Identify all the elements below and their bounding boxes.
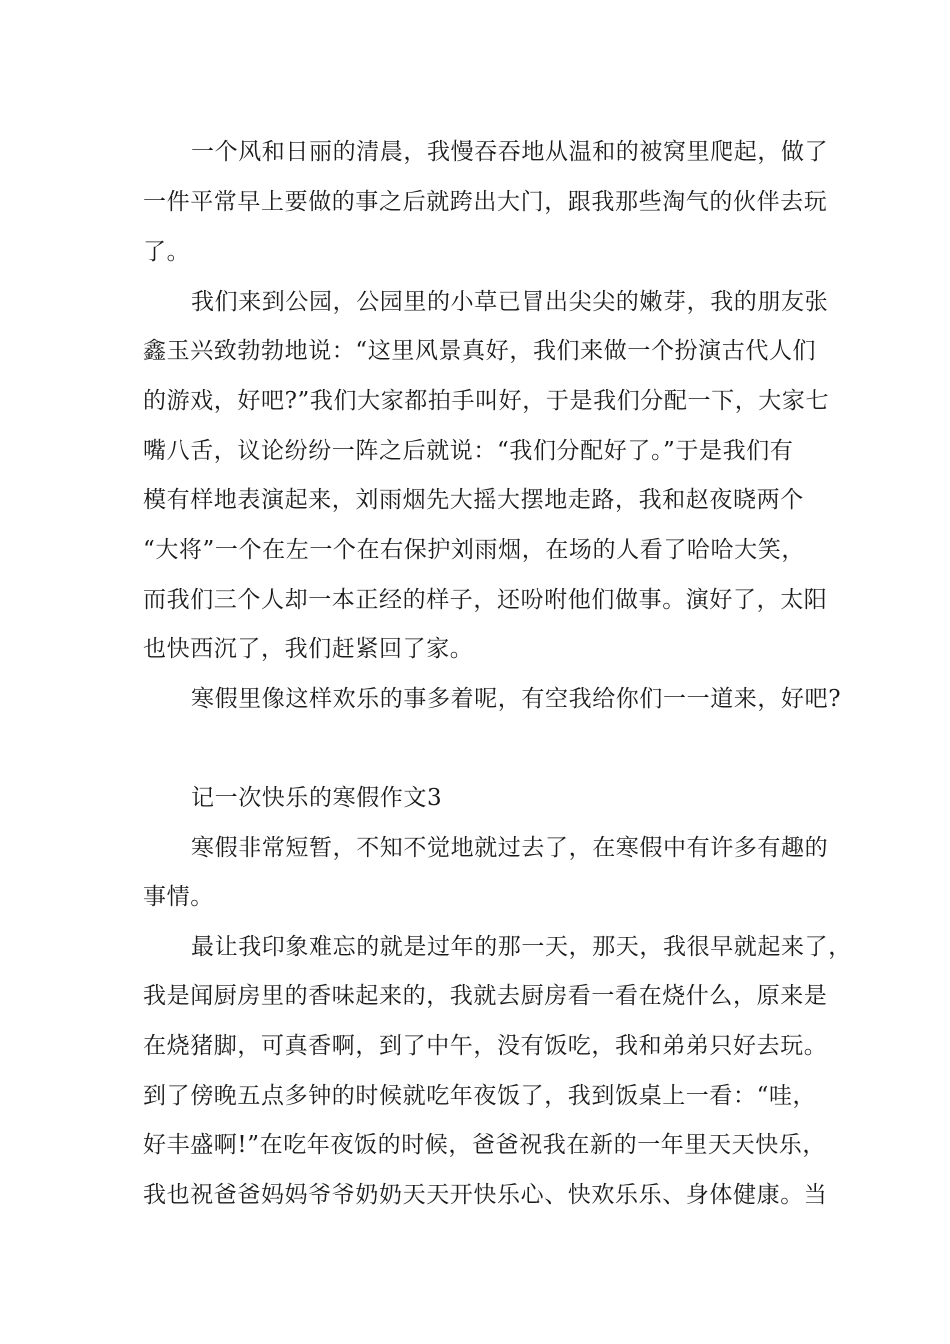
paragraph-2-line-5: 模有样地表演起来，刘雨烟先大摇大摆地走路，我和赵夜晓两个 [143, 487, 804, 513]
paragraph-5-line-1: 寒假非常短暂，不知不觉地就过去了，在寒假中有许多有趣的 [191, 835, 829, 861]
paragraph-1-line-3: 了。 [143, 239, 191, 265]
paragraph-2-line-2: 鑫玉兴致勃勃地说：“这里风景真好，我们来做一个扮演古代人们 [143, 338, 817, 364]
paragraph-6-line-4: 到了傍晚五点多钟的时候就吃年夜饭了，我到饭桌上一看：“哇， [143, 1083, 817, 1109]
paragraph-1-line-2: 一件平常早上要做的事之后就跨出大门，跟我那些淘气的伙伴去玩 [143, 189, 828, 215]
paragraph-2-line-4: 嘴八舌，议论纷纷一阵之后就说：“我们分配好了。”于是我们有 [143, 438, 794, 464]
paragraph-5-line-2: 事情。 [143, 884, 214, 910]
section-heading: 记一次快乐的寒假作文3 [191, 785, 443, 811]
paragraph-2-line-8: 也快西沉了，我们赶紧回了家。 [143, 636, 474, 662]
paragraph-2-line-7: 而我们三个人却一本正经的样子，还吩咐他们做事。演好了，太阳 [143, 587, 828, 613]
paragraph-1-line-1: 一个风和日丽的清晨，我慢吞吞地从温和的被窝里爬起，做了 [191, 139, 829, 165]
paragraph-3-line-1: 寒假里像这样欢乐的事多着呢，有空我给你们一一道来，好吧? [191, 686, 842, 712]
paragraph-6-line-3: 在烧猪脚，可真香啊，到了中午，没有饭吃，我和弟弟只好去玩。 [143, 1033, 828, 1059]
paragraph-2-line-3: 的游戏，好吧?”我们大家都拍手叫好，于是我们分配一下，大家七 [143, 388, 830, 414]
paragraph-6-line-6: 我也祝爸爸妈妈爷爷奶奶天天开快乐心、快欢乐乐、身体健康。当 [143, 1182, 828, 1208]
paragraph-6-line-5: 好丰盛啊!”在吃年夜饭的时候，爸爸祝我在新的一年里天天快乐， [143, 1132, 827, 1158]
paragraph-6-line-2: 我是闻厨房里的香味起来的，我就去厨房看一看在烧什么，原来是 [143, 983, 828, 1009]
paragraph-6-line-1: 最让我印象难忘的就是过年的那一天，那天，我很早就起来了， [191, 934, 852, 960]
paragraph-2-line-1: 我们来到公园，公园里的小草已冒出尖尖的嫩芽，我的朋友张 [191, 289, 829, 315]
paragraph-2-line-6: “大将”一个在左一个在右保护刘雨烟，在场的人看了哈哈大笑， [143, 537, 805, 563]
